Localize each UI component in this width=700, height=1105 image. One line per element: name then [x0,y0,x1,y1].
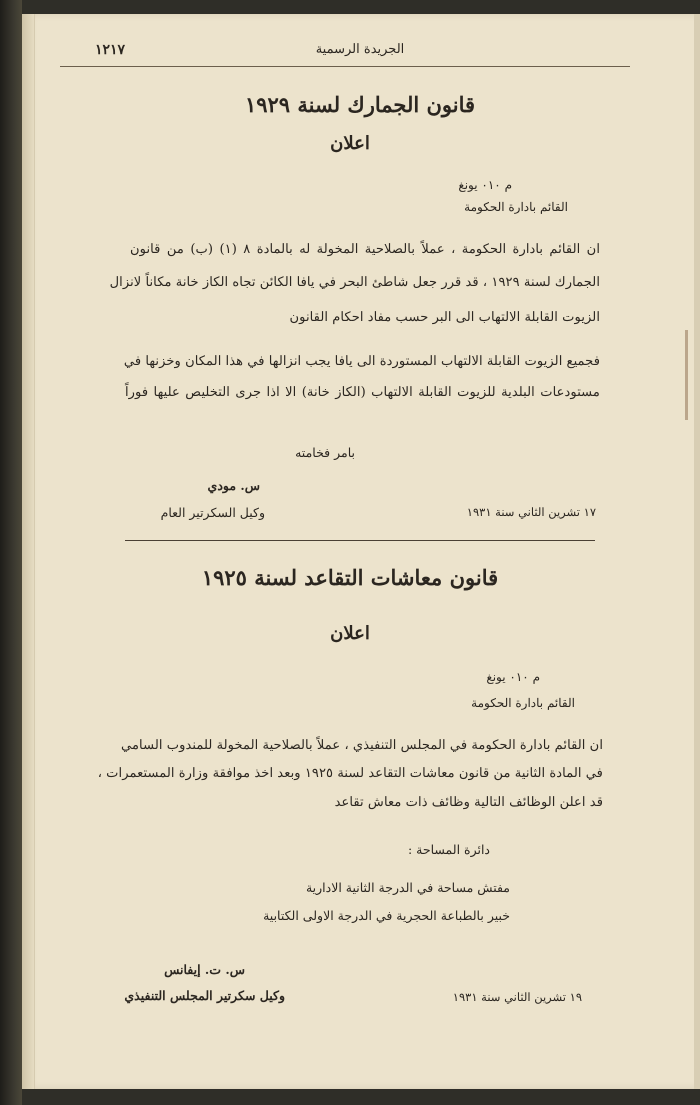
section2-signatory: س. ت. إيفانس [164,962,245,977]
section2-position: خبير بالطباعة الحجرية في الدرجة الاولى الكتابية [263,908,510,923]
section1-body-line: ان القائم بادارة الحكومة ، عملاً بالصلاحية المخولة له بالمادة ٨ (١) (ب) من قانون [130,242,600,257]
gazette-page [22,14,700,1089]
section2-signatory-title: وكيل سكرتير المجلس التنفيذي [124,988,285,1003]
section2-body-line: ان القائم بادارة الحكومة في المجلس التنفيذي ، عملاً بالصلاحية المخولة للمندوب السامي [121,738,603,753]
section1-body-line: مستودعات البلدية للزيوت القابلة الالتهاب (الكاز خانة) الا اذا جرى التخليص عليها فوراً [125,385,600,400]
section1-signatory-title: وكيل السكرتير العام [160,505,265,520]
gazette-title: الجريدة الرسمية [315,42,405,57]
section2-notice: اعلان [330,623,370,644]
page-gutter [22,14,35,1089]
section2-body-line: في المادة الثانية من قانون معاشات التقاعد لسنة ١٩٢٥ وبعد اخذ موافقة وزارة المستعمرات ، [97,766,603,781]
section2-date: ١٩ تشرين الثاني سنة ١٩٣١ [452,990,582,1004]
section1-body-line: الجمارك لسنة ١٩٢٩ ، قد قرر جعل شاطئ البحر في يافا الكائن تجاه الكاز خانة مكاناً لانزال [109,275,600,290]
section-divider [125,540,595,541]
section2-ref-number: م ٠١٠ يونغ [486,670,540,684]
section1-body-line: الزيوت القابلة الالتهاب الى البر حسب مفاد احكام القانون [289,310,600,325]
section1-title: قانون الجمارك لسنة ١٩٢٩ [244,92,476,117]
page-right-edge [694,14,700,1089]
section1-date: ١٧ تشرين الثاني سنة ١٩٣١ [466,505,596,519]
section1-body-line: فجميع الزيوت القابلة الالتهاب المستوردة الى يافا يجب انزالها في هذا المكان وخزنها في [123,354,600,369]
margin-mark [685,330,688,420]
section1-signatory: س. مودي [207,478,260,493]
section2-ref-authority: القائم بادارة الحكومة [471,696,575,710]
section1-by-order: بامر فخامته [295,445,355,460]
section2-body-line: قد اعلن الوظائف التالية وظائف ذات معاش تقاعد [334,795,603,810]
section2-department: دائرة المساحة : [407,842,490,857]
header-divider [60,66,630,67]
section2-title: قانون معاشات التقاعد لسنة ١٩٢٥ [201,565,499,590]
book-binding [0,0,22,1105]
section1-ref-authority: القائم بادارة الحكومة [464,200,568,214]
page-number: ١٢١٧ [95,42,126,58]
section1-notice: اعلان [330,133,370,154]
section2-position: مفتش مساحة في الدرجة الثانية الادارية [305,880,510,895]
section1-ref-number: م ٠١٠ يونغ [458,178,512,192]
